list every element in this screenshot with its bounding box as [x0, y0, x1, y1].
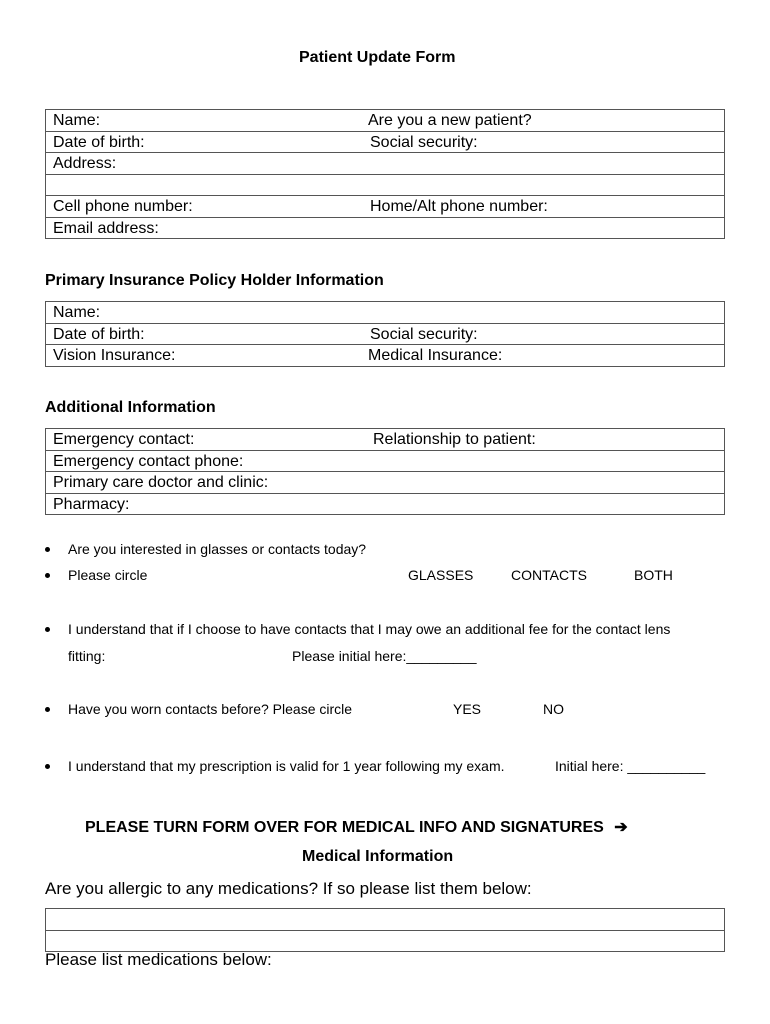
additional-table [45, 428, 725, 515]
ssn-label[interactable]: Social security: [370, 133, 478, 151]
prescription-statement: I understand that my prescription is valid for 1 year following my exam. [68, 758, 505, 774]
insurance-heading: Primary Insurance Policy Holder Information [45, 272, 384, 289]
table-row [46, 218, 724, 239]
prescription-initial-field[interactable]: Initial here: __________ [555, 758, 706, 774]
cell-phone-label[interactable]: Cell phone number: [53, 198, 193, 215]
turn-over-text: PLEASE TURN FORM OVER FOR MEDICAL INFO AND SIGNATURES [85, 819, 604, 836]
table-row [46, 451, 724, 473]
bullet-dot [45, 627, 50, 632]
address-line-2[interactable] [46, 175, 724, 197]
home-phone-label[interactable]: Home/Alt phone number: [370, 198, 548, 215]
allergy-line-1[interactable] [46, 909, 724, 931]
email-label[interactable]: Email address: [53, 219, 159, 237]
table-row [46, 324, 724, 346]
contacts-option[interactable]: CONTACTS [511, 567, 587, 583]
patient-info-table [45, 109, 725, 239]
yes-option[interactable]: YES [453, 701, 482, 717]
table-row [46, 472, 724, 494]
no-option[interactable]: NO [543, 701, 564, 717]
table-row [46, 494, 724, 515]
turn-over-notice [85, 817, 628, 837]
vision-insurance-label[interactable]: Vision Insurance: [53, 347, 176, 364]
emergency-phone-label[interactable]: Emergency contact phone: [53, 452, 244, 470]
insurance-dob-label[interactable]: Date of birth: [53, 325, 145, 343]
medical-insurance-label[interactable]: Medical Insurance: [368, 347, 503, 364]
table-row [46, 153, 724, 175]
medical-heading: Medical Information [302, 848, 454, 865]
contact-fee-statement-cont: fitting: [68, 648, 106, 664]
insurance-name-label[interactable]: Name: [53, 304, 101, 321]
doctor-label[interactable]: Primary care doctor and clinic: [53, 474, 269, 491]
bullet-dot [45, 547, 50, 552]
emergency-contact-label[interactable]: Emergency contact: [53, 431, 195, 448]
initial-field[interactable]: Please initial here:_________ [292, 648, 477, 664]
please-circle-label: Please circle [68, 567, 148, 583]
allergies-question: Are you allergic to any medications? If so please list them below: [45, 879, 532, 898]
table-row [46, 429, 724, 451]
new-patient-label[interactable]: Are you a new patient? [368, 112, 532, 129]
allergies-table [45, 908, 725, 952]
table-row [46, 345, 724, 366]
bullet-dot [45, 707, 50, 712]
address-label[interactable]: Address: [53, 155, 117, 172]
relationship-label[interactable]: Relationship to patient: [373, 431, 536, 448]
table-row [46, 196, 724, 218]
bullet-dot [45, 573, 50, 578]
table-row [46, 110, 724, 132]
glasses-option[interactable]: GLASSES [408, 567, 474, 583]
allergy-line-2[interactable] [46, 931, 724, 952]
bullet-dot [45, 764, 50, 769]
table-row [46, 302, 724, 324]
table-row [46, 132, 724, 154]
page-title: Patient Update Form [299, 49, 456, 66]
pharmacy-label[interactable]: Pharmacy: [53, 495, 130, 513]
insurance-table [45, 301, 725, 367]
insurance-ssn-label[interactable]: Social security: [370, 325, 478, 343]
arrow-right-icon: ➔ [614, 819, 628, 836]
contact-fee-statement: I understand that if I choose to have contacts that I may owe an additional fee for the contact lens [68, 621, 671, 637]
worn-contacts-question: Have you worn contacts before? Please circle [68, 701, 353, 717]
name-label[interactable]: Name: [53, 112, 101, 129]
dob-label[interactable]: Date of birth: [53, 133, 145, 151]
additional-heading: Additional Information [45, 399, 216, 416]
glasses-contacts-question: Are you interested in glasses or contacts today? [68, 541, 367, 557]
medications-label: Please list medications below: [45, 950, 272, 969]
both-option[interactable]: BOTH [634, 567, 673, 583]
